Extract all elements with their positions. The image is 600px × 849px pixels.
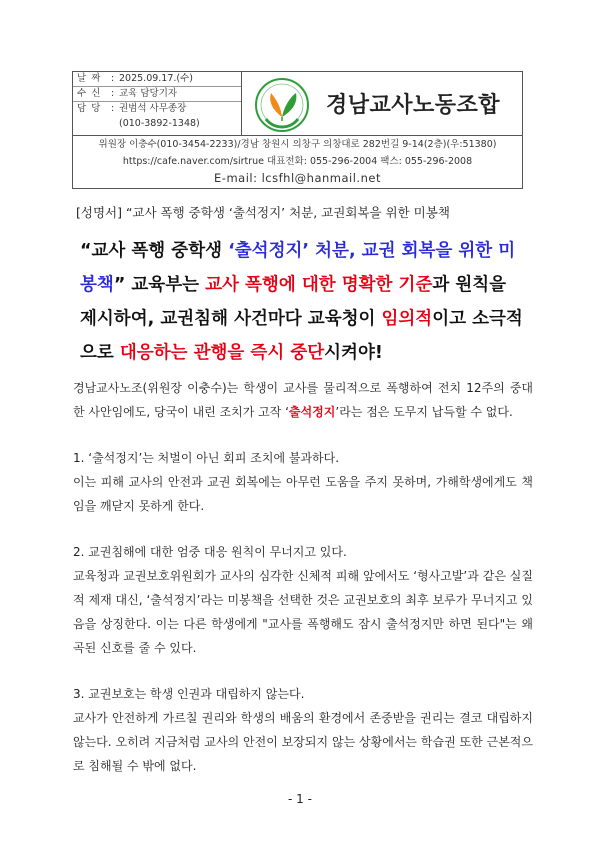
section-1-text: 이는 피해 교사의 안전과 교권 회복에는 아무런 도움을 주지 못하며, 가해학생에게도 책임을 깨닫지 못하게 한다. [73,475,533,513]
contact-phone: (010-3892-1348) [119,118,200,129]
headline-highlight-red-2: 임의적 [381,309,433,329]
letterhead [72,71,523,189]
contact-info [73,136,522,187]
union-logo-icon [254,77,310,133]
section-2-text: 교육청과 교권보호위원회가 교사의 심각한 신체적 피해 앞에서도 ‘형사고발’과 같은 실질적 제재 대신, ‘출석정지’라는 미봉책을 선택한 것은 교권보호의 최후 보루가 무너지고 있음을 상징한다. 이는 다른 학생에게 "교사를 폭행해도 잠시 출석정지만 하면 된다"는 왜곡된 신호를 줄 수 있다. [73,569,533,655]
contact-phone-row [73,118,241,130]
headline-highlight-blue: ‘출석정지’ 처분, 교권 회복을 위한 미봉책 [80,241,516,295]
contact-row: 담 당 : 권범석 사무종장 [77,103,187,114]
page-number: - 1 - [288,792,312,806]
statement-subject: [성명서] “교사 폭행 중학생 ‘출석정지’ 처분, 교권회복을 위한 미봉책 [76,205,450,220]
section-3-text: 교사가 안전하게 가르칠 권리와 학생의 배움의 환경에서 존중받을 권리는 결코 대립하지 않는다. 오히려 지금처럼 교사의 안전이 보장되지 않는 상황에서는 학습권 또한 근본적으로 침해될 수 밖에 없다. [73,711,533,773]
org-block [242,72,522,135]
headline-highlight-red-3: 대응하는 관행을 즉시 중단 [119,343,325,363]
org-name: 경남교사노동조합 [326,93,501,118]
address-line: 위원장 이충수(010-3454-2233)/경남 창원시 의창구 의창대로 282번길 9-14(2층)(우:51380) [98,139,497,150]
date-row: 날 짜 : 2025.09.17.(수) [77,73,194,84]
meta-block [73,72,242,135]
date-value: 2025.09.17.(수) [119,73,194,84]
email-line: E-mail: lcsfhl@hanmail.net [214,171,381,185]
intro-paragraph: 경남교사노조(위원장 이충수)는 학생이 교사를 물리적으로 폭행하여 전치 12주의 중대한 사안임에도, 당국이 내린 조치가 고작 ‘출석정지’라는 점은 도무지 납득할 수 없다. [73,381,533,419]
section-1-title: 1. ‘출석정지’는 처벌이 아닌 회피 조치에 불과하다. [73,451,340,465]
statement-body [73,376,533,778]
cafe-phone-line: https://cafe.naver.com/sirtrue 대표전화: 055-296-2004 팩스: 055-296-2008 [122,156,473,167]
suspension-highlight: 출석정지 [289,405,336,419]
contact-name: 권범석 사무종장 [119,103,187,114]
section-3-title: 3. 교권보호는 학생 인권과 대립하지 않는다. [73,687,305,701]
headline: “교사 폭행 중학생 ‘출석정지’ 처분, 교권 회복을 위한 미봉책” 교육부는 교사 폭행에 대한 명확한 기준과 원칙을 제시하여, 교권침해 사건마다 교육청이 임의적이고 소극적으로 대응하는 관행을 즉시 중단시켜야! [80,241,523,363]
section-2-title: 2. 교권침해에 대한 엄중 대응 원칙이 무너지고 있다. [73,545,347,559]
recipient-value: 교육 담당기자 [119,88,178,99]
letterhead-top [73,72,522,136]
headline-highlight-red-1: 교사 폭행에 대한 명확한 기준 [205,275,433,295]
recipient-row: 수 신 : 교육 담당기자 [77,88,178,99]
